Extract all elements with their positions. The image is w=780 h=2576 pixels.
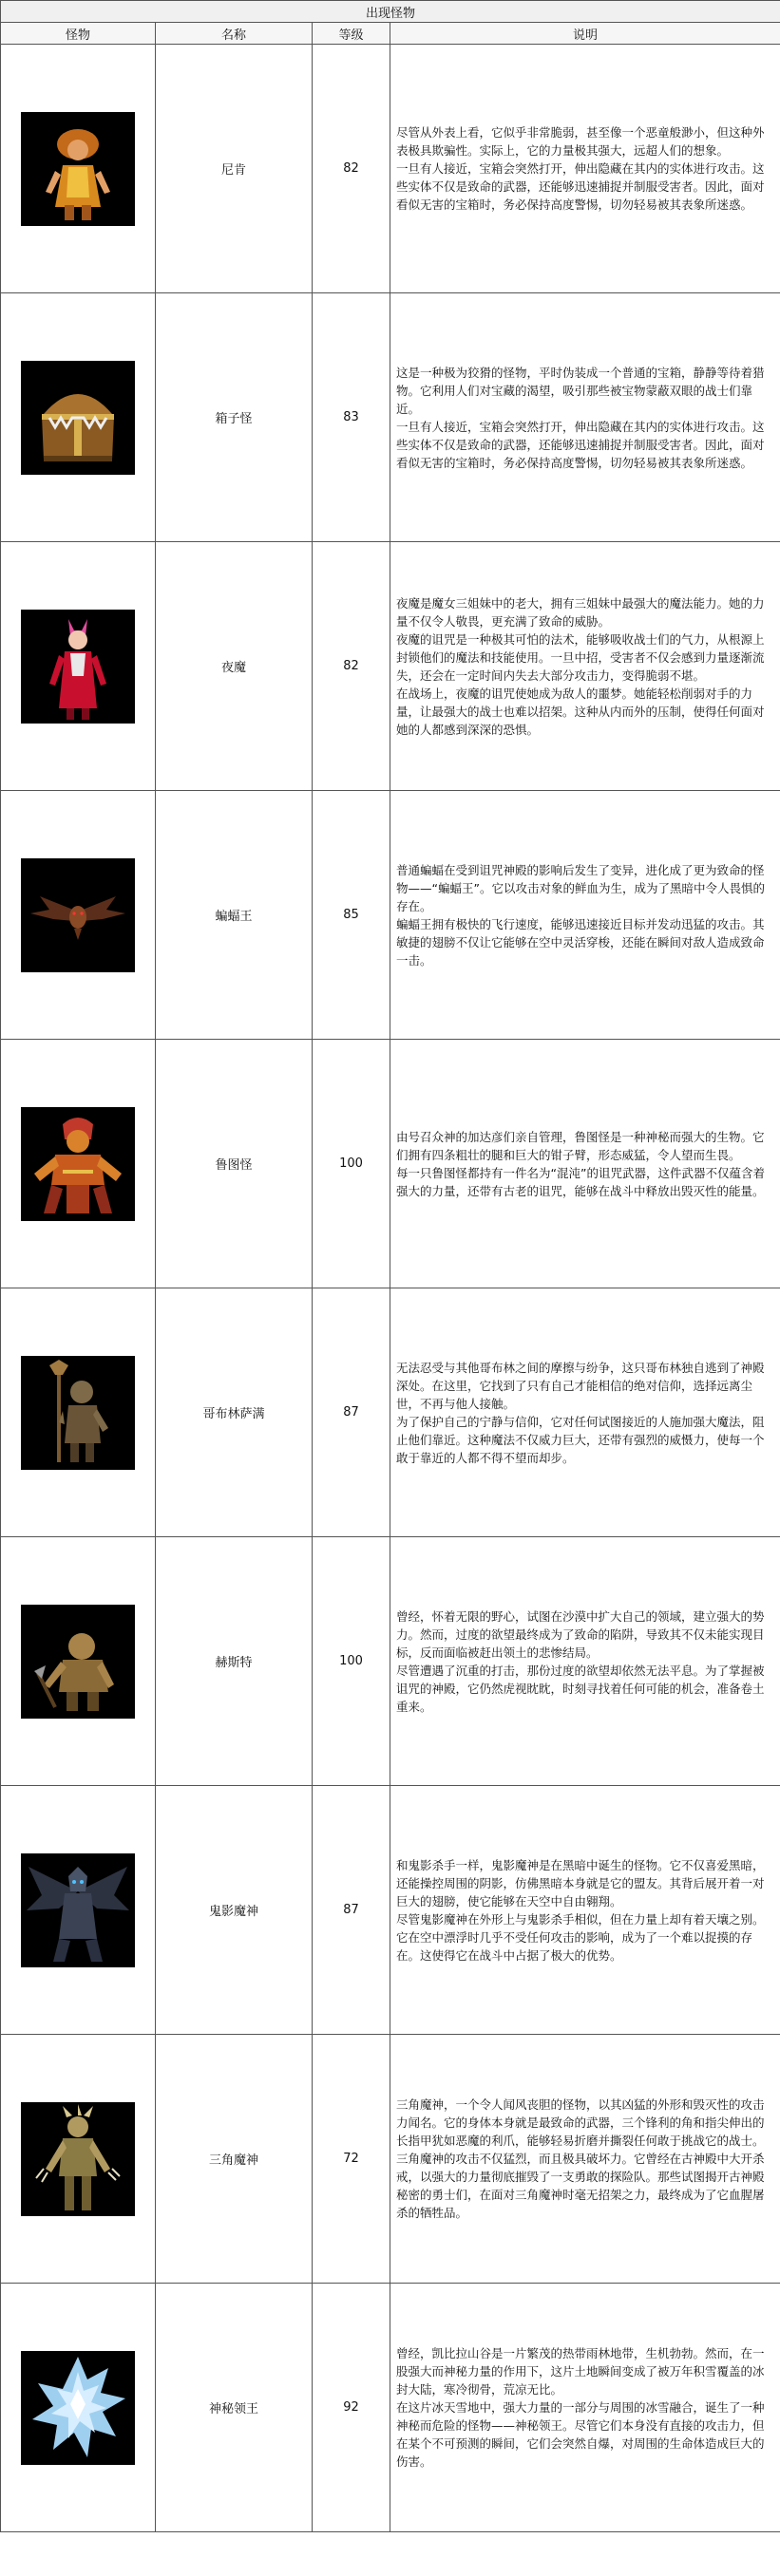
table-row bbox=[1, 1786, 780, 2035]
nizhi-portrait bbox=[21, 112, 135, 226]
table-row bbox=[1, 1288, 780, 1537]
monster-level: 82 bbox=[313, 542, 390, 791]
monster-level: 92 bbox=[313, 2284, 390, 2532]
goblin-shaman-portrait bbox=[21, 1356, 135, 1470]
monster-name: 神秘领王 bbox=[156, 2284, 313, 2532]
header-desc: 说明 bbox=[390, 23, 780, 45]
monster-level: 82 bbox=[313, 45, 390, 293]
monster-name: 哥布林萨满 bbox=[156, 1288, 313, 1537]
monster-name: 赫斯特 bbox=[156, 1537, 313, 1786]
night-demon-portrait bbox=[21, 610, 135, 724]
monster-level: 87 bbox=[313, 1786, 390, 2035]
table-title: 出现怪物 bbox=[1, 1, 780, 23]
monster-level: 83 bbox=[313, 293, 390, 542]
monster-description: 曾经，怀着无限的野心，试图在沙漠中扩大自己的领域，建立强大的势力。然而，过度的欲望最终成为了致命的陷阱，导致其不仅未能实现目标，反而面临被赶出领土的悲惨结局。 尽管遭遇了沉重的打击，那份过度的欲望却依然无法平息。为了掌握被诅咒的神殿，它仍然虎视眈眈，时刻寻找着任何可能的机会，准备卷土重来。 bbox=[396, 1608, 765, 1714]
monster-name: 蝙蝠王 bbox=[156, 791, 313, 1040]
monster-level: 72 bbox=[313, 2035, 390, 2284]
lutu-monster-portrait bbox=[21, 1107, 135, 1221]
monster-description: 无法忍受与其他哥布林之间的摩擦与纷争，这只哥布林独自逃到了神殿深处。在这里，它找到了只有自己才能相信的绝对信仰，选择远离尘世，不再与他人接触。 为了保护自己的宁静与信仰，它对任何试图接近的人施加强大魔法，阻止他们靠近。这种魔法不仅威力巨大，还带有强烈的威慑力，使每一个敢于靠近的人都不得不望而却步。 bbox=[396, 1360, 765, 1465]
monster-name: 箱子怪 bbox=[156, 293, 313, 542]
table-row bbox=[1, 2035, 780, 2284]
hest-portrait bbox=[21, 1605, 135, 1719]
monster-description: 和鬼影杀手一样，鬼影魔神是在黑暗中诞生的怪物。它不仅喜爱黑暗，还能操控周围的阴影，仿佛黑暗本身就是它的盟友。其背后展开着一对巨大的翅膀，使它能够在天空中自由翱翔。 尽管鬼影魔神在外形上与鬼影杀手相似，但在力量上却有着天壤之别。它在空中漂浮时几乎不受任何攻击的影响，成为了一个难以捉摸的存在。这使得它在战斗中占据了极大的优势。 bbox=[396, 1857, 765, 1963]
table-row bbox=[1, 45, 780, 293]
monster-level: 100 bbox=[313, 1040, 390, 1288]
monster-description: 曾经，凯比拉山谷是一片繁茂的热带雨林地带，生机勃勃。然而，在一股强大而神秘力量的作用下，这片土地瞬间变成了被万年积雪覆盖的冰封大陆，寒冷彻骨，荒凉无比。 在这片冰天雪地中，强大力量的一部分与周围的冰雪融合，诞生了一种神秘而危险的怪物——神秘领王。尽管它们本身没有直接的攻击力，但在某个不可预测的瞬间，它们会突然自爆，对周围的生命体造成巨大的伤害。 bbox=[396, 2346, 765, 2469]
chest-monster-portrait bbox=[21, 361, 135, 475]
monster-name: 鬼影魔神 bbox=[156, 1786, 313, 2035]
monster-name: 夜魔 bbox=[156, 542, 313, 791]
table-row bbox=[1, 1537, 780, 1786]
monster-name: 三角魔神 bbox=[156, 2035, 313, 2284]
table-row bbox=[1, 542, 780, 791]
header-level: 等级 bbox=[313, 23, 390, 45]
monster-name: 鲁图怪 bbox=[156, 1040, 313, 1288]
ice-lord-portrait bbox=[21, 2351, 135, 2465]
bat-king-portrait bbox=[21, 858, 135, 972]
monster-level: 87 bbox=[313, 1288, 390, 1537]
monster-description: 这是一种极为狡猾的怪物，平时伪装成一个普通的宝箱，静静等待着猎物。它利用人们对宝藏的渴望，吸引那些被宝物蒙蔽双眼的战士们靠近。 一旦有人接近，宝箱会突然打开，伸出隐藏在其内的实体进行攻击。这些实体不仅是致命的武器，还能够迅速捕捉并制服受害者。因此，面对看似无害的宝箱时，务必保持高度警惕，切勿轻易被其表象所迷惑。 bbox=[396, 365, 765, 470]
monster-level: 85 bbox=[313, 791, 390, 1040]
monster-description: 三角魔神，一个令人闻风丧胆的怪物，以其凶猛的外形和毁灭性的攻击力闻名。它的身体本身就是最致命的武器，三个锋利的角和指尖伸出的长指甲犹如恶魔的利爪，能够轻易折磨并撕裂任何敢于挑战它的战士。 三角魔神的攻击不仅猛烈，而且极具破坏力。它曾经在古神殿中大开杀戒，以强大的力量彻底摧毁了一支勇敢的探险队。那些试图揭开古神殿秘密的勇士们，在面对三角魔神时毫无招架之力，最终成为了它血腥屠杀的牺牲品。 bbox=[396, 2097, 765, 2220]
monster-description: 由号召众神的加达彦们亲自管理，鲁图怪是一种神秘而强大的生物。它们拥有四条粗壮的腿和巨大的钳子臂，形态威猛，令人望而生畏。 每一只鲁图怪都持有一件名为“混沌”的诅咒武器，这件武器不仅蕴含着强大的力量，还带有古老的诅咒，能够在战斗中释放出毁灭性的能量。 bbox=[396, 1129, 765, 1198]
monster-description: 夜魔是魔女三姐妹中的老大，拥有三姐妹中最强大的魔法能力。她的力量不仅令人敬畏，更充满了致命的威胁。 夜魔的诅咒是一种极其可怕的法术，能够吸收战士们的气力，从根源上封锁他们的魔法和技能使用。一旦中招，受害者不仅会感到力量逐渐流失，还会在一定时间内失去大部分攻击力，变得脆弱不堪。 在战场上，夜魔的诅咒使她成为敌人的噩梦。她能轻松削弱对手的力量，让最强大的战士也难以招架。这种从内而外的压制，使得任何面对她的人都感到深深的恐惧。 bbox=[396, 595, 765, 737]
triangle-demon-portrait bbox=[21, 2102, 135, 2216]
header-image: 怪物 bbox=[1, 23, 156, 45]
table-row bbox=[1, 791, 780, 1040]
monster-level: 100 bbox=[313, 1537, 390, 1786]
table-row bbox=[1, 1040, 780, 1288]
monster-description: 尽管从外表上看，它似乎非常脆弱，甚至像一个恶童般渺小，但这种外表极具欺骗性。实际上，它的力量极其强大，远超人们的想象。 一旦有人接近，宝箱会突然打开，伸出隐藏在其内的实体进行攻击。这些实体不仅是致命的武器，还能够迅速捕捉并制服受害者。因此，面对看似无害的宝箱时，务必保持高度警惕，切勿轻易被其表象所迷惑。 bbox=[396, 125, 765, 212]
table-row bbox=[1, 293, 780, 542]
ghost-demon-portrait bbox=[21, 1853, 135, 1967]
header-name: 名称 bbox=[156, 23, 313, 45]
monster-name: 尼肯 bbox=[156, 45, 313, 293]
table-row bbox=[1, 2284, 780, 2532]
monster-description: 普通蝙蝠在受到诅咒神殿的影响后发生了变异，进化成了更为致命的怪物——“蝙蝠王”。它以攻击对象的鲜血为生，成为了黑暗中令人畏惧的存在。 蝙蝠王拥有极快的飞行速度，能够迅速接近目标并发动迅猛的攻击。其敏捷的翅膀不仅让它能够在空中灵活穿梭，还能在瞬间对敌人造成致命一击。 bbox=[396, 862, 765, 968]
